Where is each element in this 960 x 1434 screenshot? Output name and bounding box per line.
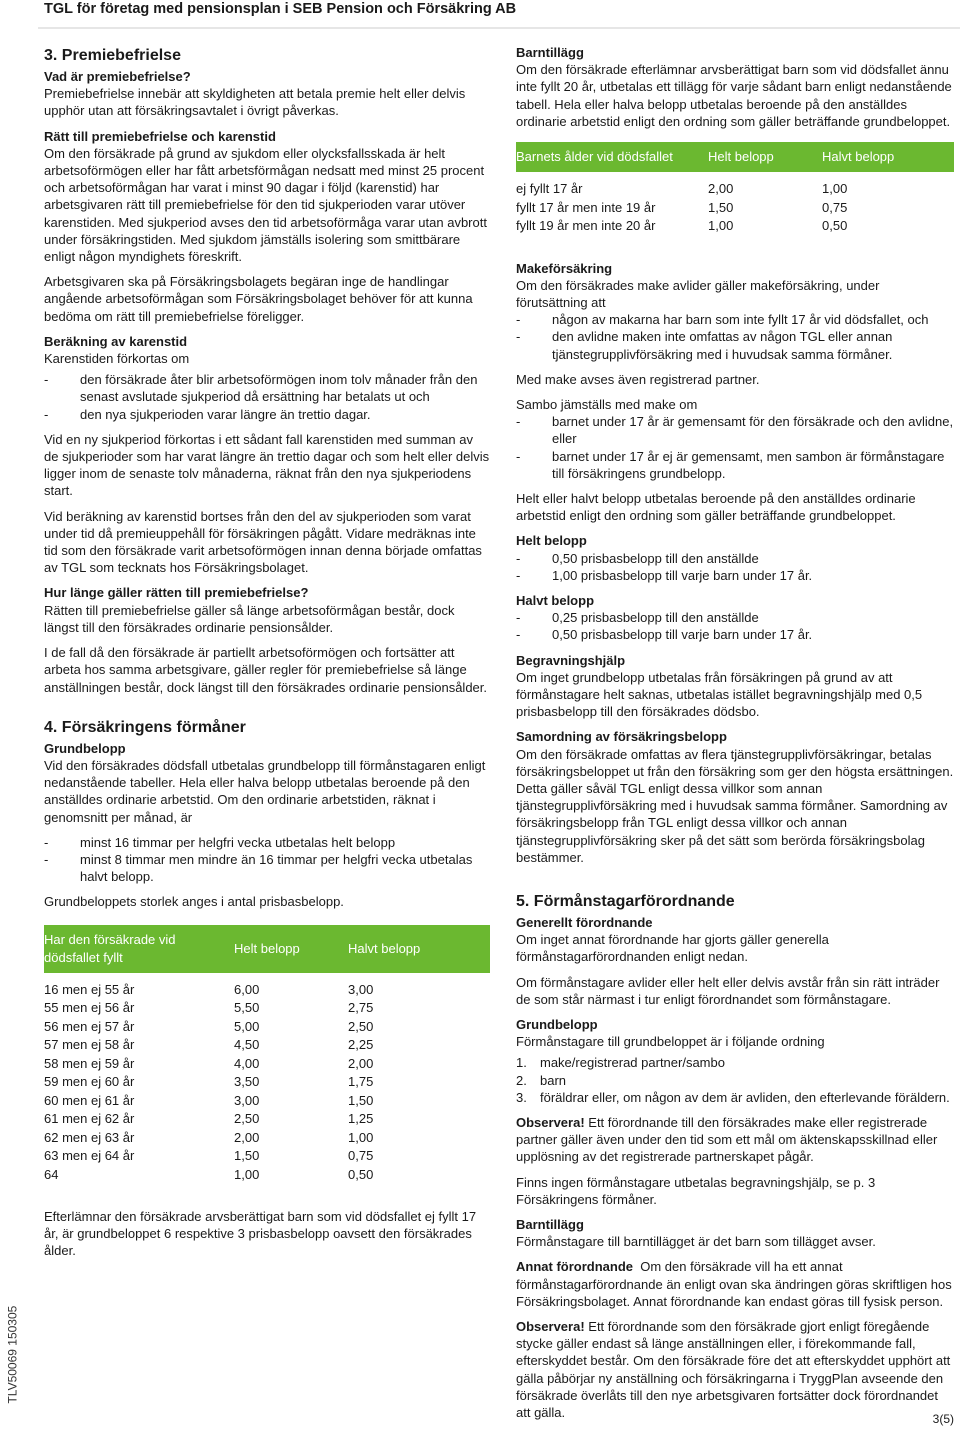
table-cell-full: 1,00 — [708, 218, 734, 234]
right-text: Om den försäkrade på grund av sjukdom eller olycksfallsskada är helt arbetsoförmögen eller har fått arbetsförmågan nedsatt med minst 25 procent och arbetsoförmågan har varat i minst 90 dagar i följd (karenstid) har arbetsgivaren rätt till premiebefrielse för den tid sjukperioden varar utöver karenstiden. Med sjukperiod avses den tid arbetsoförmåga varar utan avbrott under försäkringstiden. Med sjukdom jämställs isolering som smittbärare enligt någon myndighets föreskrift. — [44, 145, 487, 265]
grundbelopp-table — [44, 925, 490, 1195]
sambo-list — [516, 413, 954, 482]
make-partner-text: Med make avses även registrerad partner. — [516, 371, 760, 387]
table-cell-half: 1,50 — [348, 1092, 374, 1108]
section-5-title: 5. Förmånstagarförordnande — [516, 893, 735, 911]
table-cell-age: 16 men ej 55 år — [44, 981, 135, 997]
table-header-full: Helt belopp — [234, 925, 348, 973]
table-cell-half: 2,00 — [348, 1055, 374, 1071]
barntillagg-heading: Barntillägg — [516, 45, 584, 60]
make-list — [516, 311, 954, 363]
table-cell-half: 1,00 — [348, 1129, 374, 1145]
table-cell-age: 61 men ej 62 år — [44, 1111, 135, 1127]
generellt-text-1: Om inget annat förordnande har gjorts gäller generella förmånstagarförordnanden enligt nedan. — [516, 932, 829, 965]
samordning-heading: Samordning av försäkringsbelopp — [516, 729, 727, 745]
halvt-belopp-heading: Halvt belopp — [516, 592, 595, 608]
table-row — [44, 1110, 490, 1129]
page-header: TGL för företag med pensionsplan i SEB Pension och Försäkring AB — [44, 1, 517, 17]
table-cell-full: 4,50 — [234, 1037, 260, 1053]
right-heading: Rätt till premiebefrielse och karenstid — [44, 128, 276, 144]
list-item: - den nya sjukperioden varar längre än trettio dagar. — [44, 406, 490, 423]
list-item — [516, 1089, 954, 1106]
table-row — [44, 999, 490, 1018]
table-cell-half: 1,25 — [348, 1111, 374, 1127]
left-column — [44, 46, 490, 1268]
shorten-text: Vid en ny sjukperiod förkortas i ett sådant fall karenstiden med summan av de sjukperioder som har varat längre än trettio dagar och som helt eller delvis ligger inom de senaste tolv månaderna, räknat från den nya sjukperiodens start. — [44, 431, 490, 499]
howlong-heading: Hur länge gäller rätten till premiebefrielse? — [44, 585, 309, 601]
observera-2-label: Observera! — [516, 1319, 585, 1335]
list-number: 1. — [516, 1055, 527, 1071]
annat-forordnande-paragraph — [516, 1258, 954, 1310]
page-number: 3(5) — [932, 1411, 954, 1426]
observera-2-text: Ett förordnande som den försäkrade gjort enligt föregående stycke gäller endast så länge anställningen eller, i förekommande fall, efterskyddet består. Om den försäkrade före det att efterskyddet upphört att gälla påbörjar ny anställning och försäkringarna i TryggPlan avseende den försäkrade överlåts till den nye arbetsgivaren fortsätter dock förordnandet att gälla. — [516, 1319, 951, 1421]
table-cell-age: 56 men ej 57 år — [44, 1018, 135, 1034]
observera-1-paragraph — [516, 1114, 954, 1166]
grundbelopp-list — [44, 834, 490, 886]
table-cell-age: 60 men ej 61 år — [44, 1092, 135, 1108]
table-header-full: Helt belopp — [708, 142, 822, 172]
document-code: TLV50069 150305 — [5, 1305, 20, 1404]
table-cell-age: 64 — [44, 1166, 59, 1182]
table-cell-half: 0,50 — [348, 1166, 374, 1182]
list-item — [516, 1054, 954, 1071]
table-header-half: Halvt belopp — [822, 142, 954, 172]
table-cell-full: 2,50 — [234, 1111, 260, 1127]
makeforsakring-text: Om den försäkrades make avlider gäller makeförsäkring, under förutsättning att — [516, 277, 880, 310]
table-header-half: Halvt belopp — [348, 925, 490, 973]
list-item: - minst 8 timmar men mindre än 16 timmar per helgfri vecka utbetalas halvt belopp. — [44, 851, 490, 885]
table-row — [44, 1129, 490, 1148]
barntillagg-2-heading: Barntillägg — [516, 1217, 584, 1233]
observera-1-text: Ett förordnande till den försäkrades make eller registrerade partner gäller även under den tid som ett mål om äktenskapsskillnad eller upplösning av det registrerade partnerskapet pågår. — [516, 1115, 938, 1165]
list-item: - den avlidne maken inte omfattas av någon TGL eller annan tjänstegrupplivförsäkring med i huvudsak samma förmåner. — [516, 328, 954, 362]
after-table-text: Efterlämnar den försäkrade arvsberättigat barn som vid dödsfallet ej fyllt 17 år, är grundbeloppet 6 respektive 3 prisbasbelopp oavsett den försäkrades ålder. — [44, 1209, 477, 1259]
list-number: 2. — [516, 1072, 527, 1088]
list-text: barn — [540, 1072, 567, 1088]
observera-2-paragraph — [516, 1318, 954, 1421]
deduct-text: Vid beräkning av karenstid bortses från den del av sjukperioden som varat under tid då premieuppehåll för försäkringen pågått. Vidare medräknas inte tid som den försäkrade varit arbetsoförmögen innan denna började omfattas av TGL som tecknats hos Försäkringsbolaget. — [44, 508, 482, 576]
barntillagg-text: Om den försäkrade efterlämnar arvsberättigat barn som vid dödsfallet ännu inte fyllt 20 år, utbetalas ett tillägg för varje sådant barn enligt nedanstående tabell. Hela eller halva belopp utbetalas beroende på den anställdes ordinarie arbetstid enligt den ordning som gäller beträffande grundbeloppet. — [516, 62, 952, 129]
grundbelopp-text: Vid den försäkrades dödsfall utbetalas grundbelopp till förmånstagaren enligt nedanstående tabeller. Hela eller halva belopp utbetalas beroende på den anställdes ordinarie arbetstid. Om den ordinarie arbetstiden, räknat i genomsnitt per månad, är — [44, 757, 486, 825]
grundbelopp-heading: Grundbelopp — [44, 740, 126, 756]
table-cell-age: 57 men ej 58 år — [44, 1037, 135, 1053]
begravningshjalp-text: Om inget grundbelopp utbetalas från försäkringen på grund av att förmånstagare helt saknas, utbetalas istället begravningshjälp med 0,5 prisbasbelopp till den försäkrades dödsbo. — [516, 669, 923, 720]
grundbelopp-size-text: Grundbeloppets storlek anges i antal prisbasbelopp. — [44, 894, 344, 910]
calc-intro: Karenstiden förkortas om — [44, 351, 190, 367]
howlong-text: Rätten till premiebefrielse gäller så länge arbetsoförmågan består, dock längst till den försäkrades ordinarie pensionsålder. — [44, 602, 455, 635]
table-cell-half: 0,75 — [348, 1148, 374, 1164]
table-cell-half: 2,50 — [348, 1018, 374, 1034]
table-cell-age: 62 men ej 63 år — [44, 1129, 135, 1145]
table-cell-full: 2,00 — [234, 1129, 260, 1145]
table-cell-half: 1,00 — [822, 181, 848, 197]
makeforsakring-heading: Makeförsäkring — [516, 260, 613, 276]
barntillagg-table — [516, 142, 954, 246]
table-cell-age: 59 men ej 60 år — [44, 1074, 135, 1090]
table-cell-age: fyllt 17 år men inte 19 år — [516, 199, 656, 215]
halvt-list — [516, 609, 954, 643]
table-cell-full: 2,00 — [708, 181, 734, 197]
table-cell-half: 3,00 — [348, 981, 374, 997]
table-cell-age: 63 men ej 64 år — [44, 1148, 135, 1164]
grundbelopp-2-text: Förmånstagare till grundbeloppet är i följande ordning — [516, 1034, 825, 1050]
table-row — [44, 1166, 490, 1195]
samordning-text: Om den försäkrade omfattas av flera tjänstegrupplivförsäkringar, betalas försäkringsbeloppet ut från den försäkring som ger den högsta ersättningen. Detta gäller såväl TGL enligt dessa villkor som annan tjänstegrupplivförsäkring med i huvudsak samma förmåner. Samordning av försäkringsbelopp från TGL enligt dessa villkor och annan tjänstegrupplivförsäkring sker på det sätt som berörda försäkringsbolag bestämmer. — [516, 746, 954, 865]
table-row — [44, 1055, 490, 1074]
table-cell-half: 1,75 — [348, 1074, 374, 1090]
header-divider — [38, 27, 960, 29]
table-cell-half: 0,50 — [822, 218, 848, 234]
table-header-row — [44, 925, 490, 973]
list-text: make/registrerad partner/sambo — [540, 1055, 725, 1071]
calc-heading: Beräkning av karenstid — [44, 333, 188, 349]
make-amount-text: Helt eller halvt belopp utbetalas beroende på den anställdes ordinarie arbetstid enligt den ordning som gäller beträffande grundbeloppet. — [516, 490, 916, 524]
right-column — [516, 44, 954, 1429]
list-item: - 0,25 prisbasbelopp till den anställde — [516, 609, 954, 626]
annat-forordnande-label: Annat förordnande — [516, 1259, 633, 1275]
list-item — [516, 1072, 954, 1089]
employer-text: Arbetsgivaren ska på Försäkringsbolagets begäran inge de handlingar angående arbetsoförmågan som Försäkringsbolaget behöver för att kunna bedöma om rätt till premiebefrielse föreligger. — [44, 274, 473, 324]
sambo-text: Sambo jämställs med make om — [516, 396, 698, 412]
generellt-text-2: Om förmånstagare avlider eller helt eller delvis avstår från sin rätt inträder de som står närmast i tur enligt förordnandet som förmånstagare. — [516, 974, 940, 1007]
helt-belopp-heading: Helt belopp — [516, 533, 587, 549]
list-item: - den försäkrade åter blir arbetsoförmögen inom tolv månader från den senast avslutade sjukperiod då ersättning har betalats ut och — [44, 371, 490, 405]
table-cell-age: 58 men ej 59 år — [44, 1055, 135, 1071]
table-cell-half: 0,75 — [822, 199, 848, 215]
what-is-text: Premiebefrielse innebär att skyldigheten att betala premie helt eller delvis upphör utan att försäkringsavtalet i övrigt påverkas. — [44, 86, 466, 119]
table-cell-age: fyllt 19 år men inte 20 år — [516, 218, 656, 234]
what-is-heading: Vad är premiebefrielse? — [44, 69, 191, 84]
list-item: - 0,50 prisbasbelopp till varje barn under 17 år. — [516, 626, 954, 643]
list-item: - 1,00 prisbasbelopp till varje barn under 17 år. — [516, 567, 954, 584]
observera-1-label: Observera! — [516, 1115, 585, 1131]
table-row — [44, 1018, 490, 1037]
table-cell-full: 5,50 — [234, 1000, 260, 1016]
generellt-heading: Generellt förordnande — [516, 915, 653, 931]
section-3-title: 3. Premiebefrielse — [44, 47, 181, 64]
table-header-age: Har den försäkrade vid dödsfallet fyllt — [44, 925, 234, 973]
list-item: - minst 16 timmar per helgfri vecka utbetalas helt belopp — [44, 834, 490, 851]
table-cell-half: 2,25 — [348, 1037, 374, 1053]
table-cell-full: 6,00 — [234, 981, 260, 997]
partial-text: I de fall då den försäkrade är partiellt arbetsoförmögen och fortsätter att arbeta hos samma arbetsgivare, gäller regler för premiebefrielse så länge anställningen består, dock längst till den försäkrades ordinarie pensionsålder. — [44, 645, 487, 695]
section-4-title: 4. Försäkringens förmåner — [44, 718, 246, 736]
table-row — [44, 1092, 490, 1111]
table-cell-full: 1,50 — [708, 199, 734, 215]
begravningshjalp-heading: Begravningshjälp — [516, 652, 626, 668]
table-cell-age: 55 men ej 56 år — [44, 1000, 135, 1016]
table-cell-full: 3,50 — [234, 1074, 260, 1090]
table-header-age: Barnets ålder vid dödsfallet — [516, 142, 708, 172]
table-row — [44, 1147, 490, 1166]
table-row — [516, 217, 954, 246]
table-cell-full: 5,00 — [234, 1018, 260, 1034]
table-cell-full: 1,50 — [234, 1148, 260, 1164]
list-item: - 0,50 prisbasbelopp till den anställde — [516, 550, 954, 567]
beneficiary-order-list — [516, 1054, 954, 1106]
helt-list — [516, 550, 954, 584]
table-cell-age: ej fyllt 17 år — [516, 181, 583, 197]
table-cell-full: 4,00 — [234, 1055, 260, 1071]
table-cell-half: 2,75 — [348, 1000, 374, 1016]
barntillagg-2-text: Förmånstagare till barntillägget är det barn som tillägget avser. — [516, 1234, 876, 1250]
table-row — [516, 199, 954, 218]
annat-forordnande-text: Om den försäkrade vill ha ett annat förmånstagarförordnande än enligt ovan ska ändringen göras skriftligen hos Försäkringsbolaget. Annat förordnande kan endast göras till fysisk person. — [516, 1259, 952, 1309]
list-text: föräldrar eller, om någon av dem är avliden, den efterlevande föräldern. — [540, 1089, 950, 1105]
list-number: 3. — [516, 1089, 527, 1105]
list-item: - barnet under 17 år ej är gemensamt, men sambon är förmånstagare till försäkringens grundbelopp. — [516, 448, 954, 482]
table-row — [44, 973, 490, 1000]
table-row — [44, 1073, 490, 1092]
no-beneficiary-text: Finns ingen förmånstagare utbetalas begravningshjälp, se p. 3 Försäkringens förmåner. — [516, 1174, 876, 1207]
calc-list — [44, 371, 490, 423]
table-row — [44, 1036, 490, 1055]
table-row — [516, 172, 954, 199]
table-cell-full: 3,00 — [234, 1092, 260, 1108]
list-item: - någon av makarna har barn som inte fyllt 17 år vid dödsfallet, och — [516, 311, 954, 328]
grundbelopp-2-heading: Grundbelopp — [516, 1017, 598, 1033]
table-header-row — [516, 142, 954, 172]
list-item: - barnet under 17 år är gemensamt för den försäkrade och den avlidne, eller — [516, 413, 954, 447]
table-cell-full: 1,00 — [234, 1166, 260, 1182]
